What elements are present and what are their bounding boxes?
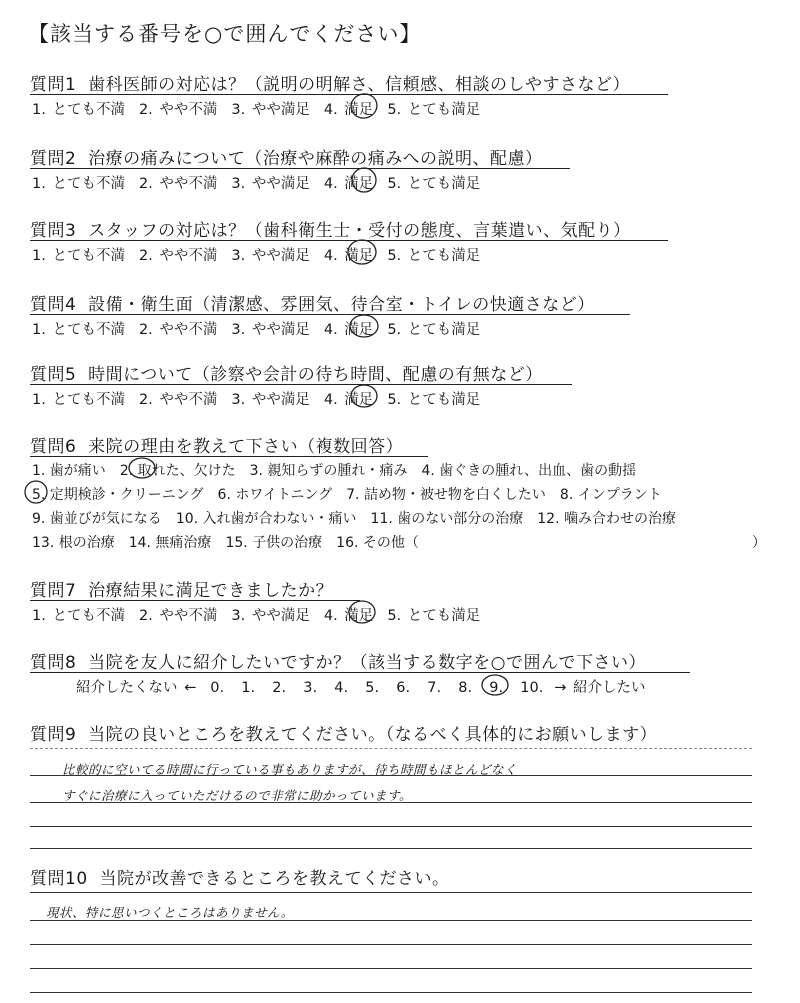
option-3[interactable]: 3. やや満足: [231, 322, 310, 338]
reason-row-4: [32, 532, 433, 552]
underline: [30, 456, 428, 457]
option-4[interactable]: 4. 満足: [323, 248, 374, 264]
reason-11[interactable]: 11. 歯のない部分の治療: [370, 511, 524, 527]
answer-line: [30, 920, 752, 921]
question-2-heading: [30, 144, 542, 169]
question-label: 質問10: [30, 869, 88, 889]
option-2[interactable]: 2. やや不満: [138, 176, 218, 192]
scale-right-label: → 紹介したい: [554, 680, 646, 696]
reason-16[interactable]: 16. その他（: [336, 535, 419, 551]
option-5[interactable]: 5. とても満足: [387, 102, 481, 118]
option-2[interactable]: 2. やや不満: [138, 102, 218, 118]
scale-number-6[interactable]: 6.: [396, 680, 411, 696]
reason-7[interactable]: 7. 詰め物・被せ物を白くしたい: [346, 487, 546, 503]
reason-2[interactable]: 2. 取れた、欠けた: [119, 463, 236, 479]
question-1-heading: [30, 70, 630, 95]
option-3[interactable]: 3. やや満足: [231, 248, 310, 264]
question-text: 歯科医師の対応は？（説明の明解さ、信頼感、相談のしやすさなど）: [88, 75, 630, 95]
reason-6[interactable]: 6. ホワイトニング: [217, 487, 333, 503]
handwritten-answer-line-1: 現状、特に思いつくところはありません。: [46, 905, 294, 920]
question-label: 質問4: [30, 295, 77, 315]
option-4[interactable]: 4. 満足: [323, 392, 374, 408]
scale-number-0[interactable]: 0.: [210, 680, 225, 696]
scale-left-label: 紹介したくない ←: [76, 680, 197, 696]
question-4-heading: [30, 290, 595, 315]
reason-row-2: [32, 484, 676, 504]
question-text: 設備・衛生面（清潔感、雰囲気、待合室・トイレの快適さなど）: [88, 295, 595, 315]
question-6-heading: [30, 432, 403, 457]
answer-options: [32, 244, 494, 265]
reason-1[interactable]: 1. 歯が痛い: [32, 463, 106, 479]
question-text: 治療の痛みについて（治療や麻酔の痛みへの説明、配慮）: [88, 149, 543, 169]
answer-line: [30, 775, 752, 776]
question-text: 当院が改善できるところを教えてください。: [99, 869, 450, 889]
question-text: 治療結果に満足できましたか？: [88, 581, 334, 601]
answer-line: [30, 892, 752, 893]
answer-line: [30, 826, 752, 827]
option-3[interactable]: 3. やや満足: [231, 392, 310, 408]
option-3[interactable]: 3. やや満足: [231, 176, 310, 192]
answer-options: [32, 172, 494, 193]
option-3[interactable]: 3. やや満足: [231, 102, 310, 118]
scale-number-3[interactable]: 3.: [303, 680, 318, 696]
option-1[interactable]: 1. とても不満: [32, 392, 125, 408]
reason-4[interactable]: 4. 歯ぐきの腫れ、出血、歯の動揺: [421, 463, 637, 479]
underline: [30, 94, 668, 95]
question-label: 質問5: [30, 365, 77, 385]
answer-line: [30, 968, 752, 969]
handwritten-answer-line-1: 比較的に空いてる時間に行っている事もありますが、待ち時間もほとんどなく: [62, 762, 518, 777]
option-4[interactable]: 4. 満足: [323, 608, 374, 624]
reason-8[interactable]: 8. インプラント: [559, 487, 662, 503]
reason-14[interactable]: 14. 無痛治療: [128, 535, 212, 551]
other-close-paren: ）: [752, 535, 766, 551]
question-5-heading: [30, 360, 543, 385]
question-label: 質問9: [30, 725, 77, 745]
answer-options: [32, 98, 494, 119]
recommend-scale: [76, 676, 646, 697]
answer-line: [30, 992, 752, 993]
option-3[interactable]: 3. やや満足: [231, 608, 310, 624]
underline: [30, 168, 570, 169]
question-9-heading: [30, 720, 657, 745]
option-2[interactable]: 2. やや不満: [138, 248, 218, 264]
scale-number-4[interactable]: 4.: [334, 680, 349, 696]
reason-3[interactable]: 3. 親知らずの腫れ・痛み: [249, 463, 408, 479]
scale-number-10[interactable]: 10.: [520, 680, 544, 696]
option-4[interactable]: 4. 満足: [323, 322, 374, 338]
reason-row-1: [32, 460, 650, 480]
scale-number-5[interactable]: 5.: [365, 680, 380, 696]
scale-number-1[interactable]: 1.: [241, 680, 256, 696]
question-label: 質問1: [30, 75, 77, 95]
answer-line: [30, 944, 752, 945]
question-8-heading: [30, 648, 646, 673]
reason-12[interactable]: 12. 噛み合わせの治療: [537, 511, 676, 527]
option-2[interactable]: 2. やや不満: [138, 608, 218, 624]
option-5[interactable]: 5. とても満足: [387, 248, 481, 264]
handwritten-answer-line-2: すぐに治療に入っていただけるので非常に助かっています。: [62, 788, 413, 803]
question-label: 質問2: [30, 149, 77, 169]
answer-options: [32, 604, 494, 625]
reason-13[interactable]: 13. 根の治療: [32, 535, 115, 551]
question-text: 時間について（診察や会計の待ち時間、配慮の有無など）: [88, 365, 543, 385]
survey-title: 【該当する番号を○で囲んでください】: [28, 22, 422, 46]
question-label: 質問3: [30, 221, 77, 241]
question-label: 質問7: [30, 581, 77, 601]
scale-number-9[interactable]: 9.: [489, 680, 504, 696]
reason-5[interactable]: 5. 定期検診・クリーニング: [32, 487, 204, 503]
question-text: 来院の理由を教えて下さい（複数回答）: [88, 437, 404, 457]
question-7-heading: [30, 576, 333, 601]
reason-row-3: [32, 508, 690, 528]
question-text: 当院の良いところを教えてください。（なるべく具体的にお願いします）: [88, 725, 658, 745]
answer-line: [30, 848, 752, 849]
option-2[interactable]: 2. やや不満: [138, 392, 218, 408]
answer-line: [30, 802, 752, 803]
reason-15[interactable]: 15. 子供の治療: [225, 535, 323, 551]
question-label: 質問6: [30, 437, 77, 457]
option-5[interactable]: 5. とても満足: [387, 392, 481, 408]
question-text: スタッフの対応は？（歯科衛生士・受付の態度、言葉遣い、気配り）: [88, 221, 631, 241]
option-5[interactable]: 5. とても満足: [387, 176, 481, 192]
question-3-heading: [30, 216, 631, 241]
question-10-heading: [30, 864, 449, 889]
scale-number-8[interactable]: 8.: [458, 680, 473, 696]
option-1[interactable]: 1. とても不満: [32, 248, 125, 264]
option-5[interactable]: 5. とても満足: [387, 322, 481, 338]
option-1[interactable]: 1. とても不満: [32, 608, 125, 624]
underline: [30, 240, 668, 241]
option-5[interactable]: 5. とても満足: [387, 608, 481, 624]
scale-number-7[interactable]: 7.: [427, 680, 442, 696]
option-1[interactable]: 1. とても不満: [32, 176, 125, 192]
option-1[interactable]: 1. とても不満: [32, 102, 125, 118]
answer-options: [32, 318, 494, 339]
underline: [30, 600, 360, 601]
answer-line: [30, 748, 752, 749]
question-text: 当院を友人に紹介したいですか？（該当する数字を○で囲んで下さい）: [88, 653, 646, 673]
underline: [30, 672, 690, 673]
question-label: 質問8: [30, 653, 77, 673]
reason-10[interactable]: 10. 入れ歯が合わない・痛い: [175, 511, 357, 527]
underline: [30, 384, 572, 385]
underline: [30, 314, 630, 315]
reason-9[interactable]: 9. 歯並びが気になる: [32, 511, 162, 527]
option-2[interactable]: 2. やや不満: [138, 322, 218, 338]
answer-options: [32, 388, 494, 409]
option-1[interactable]: 1. とても不満: [32, 322, 125, 338]
option-4[interactable]: 4. 満足: [323, 102, 374, 118]
option-4[interactable]: 4. 満足: [323, 176, 374, 192]
scale-number-2[interactable]: 2.: [272, 680, 287, 696]
scale-numbers: [210, 680, 554, 696]
